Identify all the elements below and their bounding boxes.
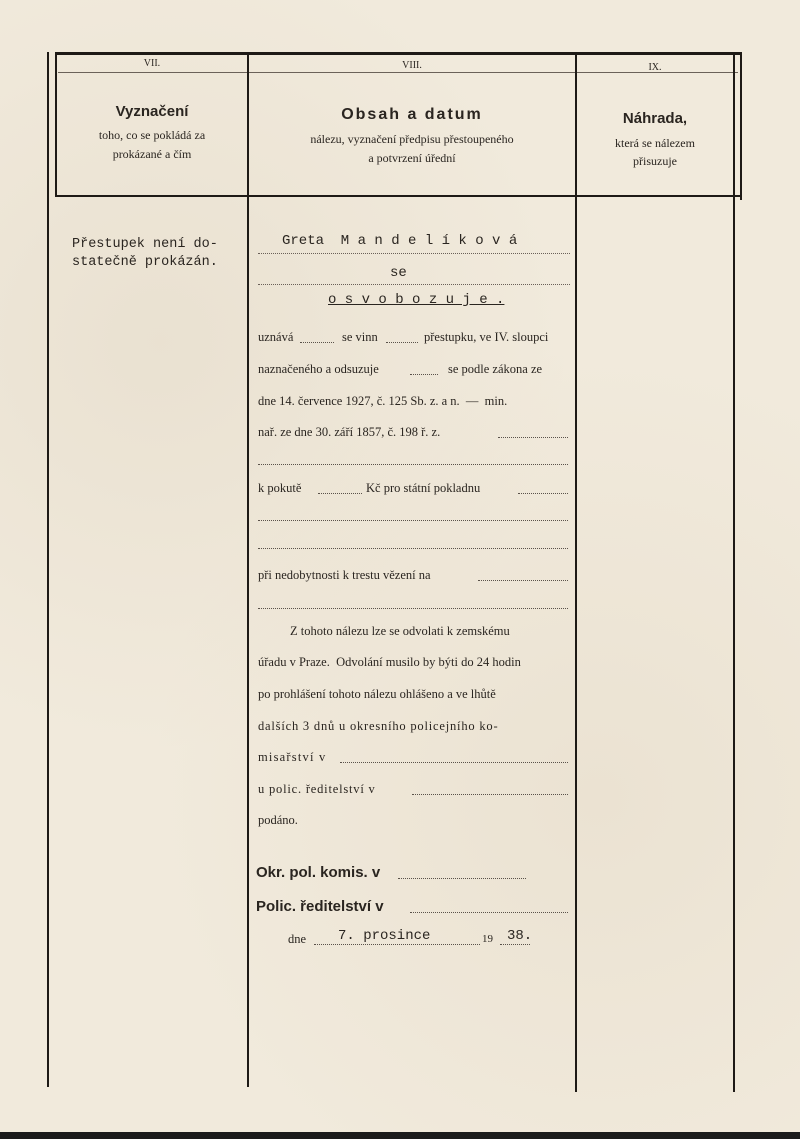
- year-prefix: 19: [482, 933, 493, 945]
- column-viii-title: Obsah a datum: [341, 106, 483, 123]
- dots-appeal-5: [340, 762, 568, 763]
- dots-4: [498, 437, 568, 438]
- dots-1b: [386, 342, 418, 343]
- left-outer-border: [47, 52, 49, 1087]
- column-viii-numeral: VIII.: [402, 60, 422, 71]
- prison-label: při nedobytnosti k trestu vězení na: [258, 568, 431, 582]
- finding-note-line-2: statečně prokázán.: [72, 255, 218, 270]
- col-divider-2: [575, 52, 577, 1092]
- column-ix-numeral: IX.: [648, 62, 662, 73]
- form-line-1c: přestupku, ve IV. sloupci: [424, 330, 549, 344]
- appeal-line-2: úřadu v Praze. Odvolání musilo by býti do 24 hodin: [258, 655, 521, 669]
- column-ix-title: Náhrada,: [622, 110, 688, 127]
- header-bottom-border: [55, 195, 741, 197]
- left-inner-border: [55, 52, 57, 197]
- dots-appeal-6: [412, 794, 568, 795]
- form-line-2b: se podle zákona ze: [448, 362, 543, 376]
- scan-bottom-edge: [0, 1132, 800, 1139]
- column-vii-title: Vyznačení: [115, 103, 189, 120]
- appeal-line-7: podáno.: [258, 813, 298, 827]
- column-viii-subtitle-1: nálezu, vyznačení předpisu přestoupeného: [310, 132, 514, 146]
- col-divider-1: [247, 52, 249, 1087]
- dots-prison: [478, 580, 568, 581]
- column-vii-numeral: VII.: [143, 58, 161, 69]
- form-line-1a: uznává: [258, 330, 294, 344]
- dots-fine-a: [318, 493, 362, 494]
- dots-prison-b: [258, 608, 568, 609]
- name-underline: [258, 253, 570, 254]
- dots-fine-b: [518, 493, 568, 494]
- district-commissariat-label: Okr. pol. komis. v: [256, 864, 381, 881]
- fine-treasury: Kč pro státní pokladnu: [366, 481, 481, 495]
- column-ix-subtitle-1: která se nálezem: [615, 136, 695, 150]
- typed-date: 7. prosince: [338, 928, 431, 944]
- typed-se: se: [390, 265, 407, 281]
- date-label: dne: [288, 932, 307, 946]
- dots-2a: [410, 374, 438, 375]
- police-directorate-label: Polic. ředitelství v: [256, 898, 384, 915]
- dots-komis: [398, 878, 526, 879]
- column-vii-subtitle-1: toho, co se pokládá za: [98, 128, 206, 142]
- appeal-line-1: Z tohoto nálezu lze se odvolati k zemskému: [290, 624, 510, 638]
- column-vii-subtitle-2: prokázané a čím: [112, 147, 192, 161]
- finding-note: [72, 236, 218, 272]
- form-line-1b: se vinn: [342, 330, 378, 344]
- typed-year: 38.: [507, 928, 533, 944]
- form-line-2a: naznačeného a odsuzuje: [258, 362, 379, 376]
- dots-reditelstvi: [410, 912, 568, 913]
- dots-4b: [258, 464, 568, 465]
- top-border: [55, 52, 741, 55]
- column-viii-subtitle-2: a potvrzení úřední: [368, 151, 456, 165]
- right-outer-border: [740, 52, 742, 200]
- se-underline: [258, 284, 570, 285]
- finding-note-line-1: Přestupek není do-: [72, 237, 218, 252]
- typed-name: Greta M a n d e l í k o v á: [282, 233, 518, 249]
- dots-fine-d: [258, 548, 568, 549]
- form-line-3: dne 14. července 1927, č. 125 Sb. z. a n. — min.: [258, 394, 508, 408]
- appeal-line-4: dalších 3 dnů u okresního policejního ko-: [258, 719, 499, 733]
- dots-fine-c: [258, 520, 568, 521]
- appeal-line-5: misařství v: [258, 750, 327, 764]
- dots-date: [314, 944, 480, 945]
- right-inner-border: [733, 52, 735, 1092]
- dots-year: [500, 944, 530, 945]
- dots-1a: [300, 342, 334, 343]
- form-line-4: nař. ze dne 30. září 1857, č. 198 ř. z.: [258, 425, 441, 439]
- appeal-line-3: po prohlášení tohoto nálezu ohlášeno a ve lhůtě: [258, 687, 496, 701]
- column-ix-subtitle-2: přisuzuje: [633, 154, 677, 168]
- fine-label: k pokutě: [258, 481, 302, 495]
- typed-verdict: o s v o b o z u j e .: [328, 292, 505, 308]
- appeal-line-6: u polic. ředitelství v: [258, 782, 376, 796]
